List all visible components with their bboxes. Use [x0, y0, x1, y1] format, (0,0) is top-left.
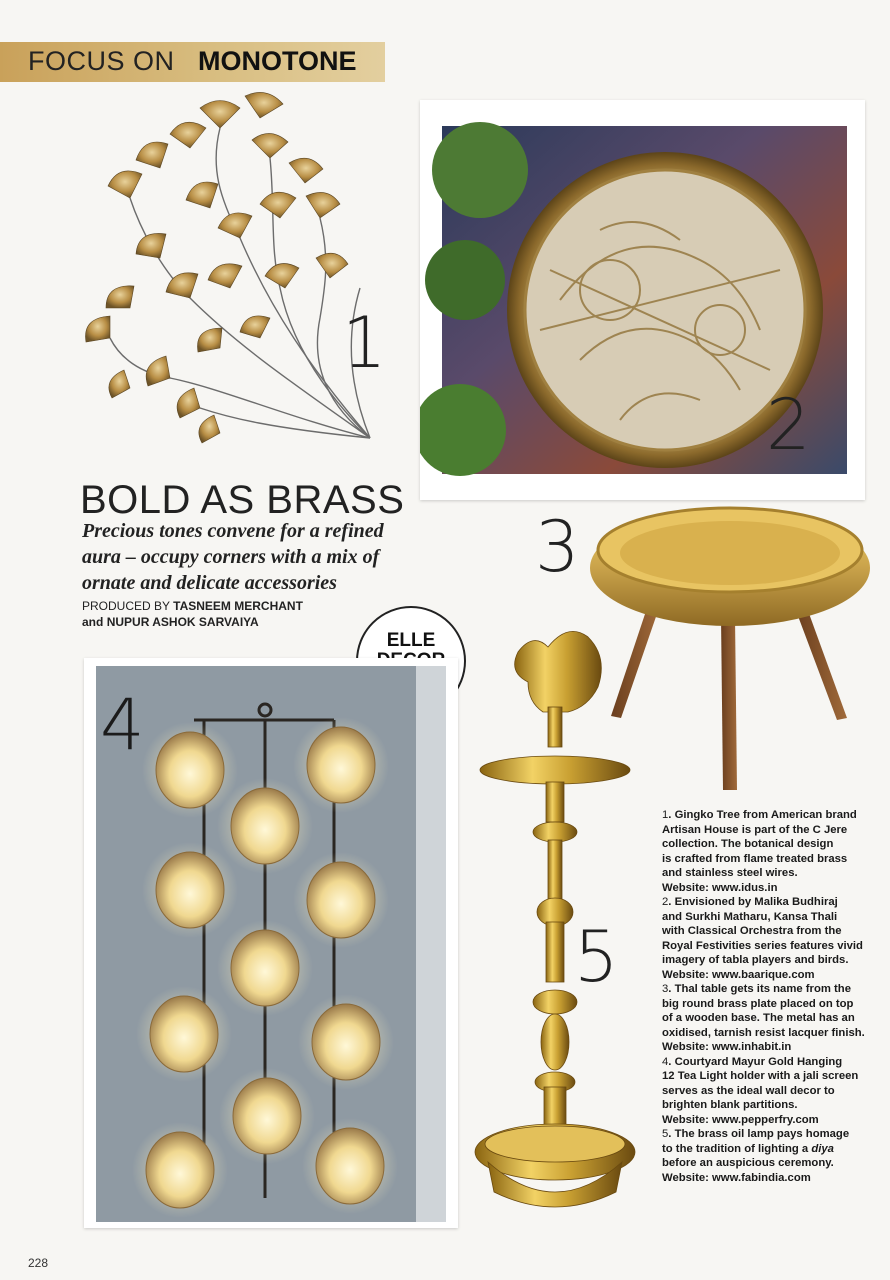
caption-5: 5. The brass oil lamp pays homage to the tradition of lighting a diya before an auspicious ceremony. Website: www.fabindia.com [662, 1128, 850, 1184]
caption-2-line-1: Envisioned by Malika Budhiraj [674, 896, 838, 908]
item-number-3: 3 [535, 506, 580, 588]
captions-column [662, 808, 867, 1185]
caption-2-number: 2 [662, 896, 669, 908]
caption-1-line-1: Gingko Tree from American brand [674, 809, 857, 821]
caption-3-number: 3 [662, 983, 669, 995]
section-title: MONOTONE [198, 46, 357, 76]
item-number-1: 1 [342, 302, 387, 384]
section-prefix: FOCUS ON [28, 46, 175, 76]
caption-3-line-3: of a wooden base. The metal has an [662, 1012, 855, 1024]
caption-4-line-4: brighten blank partitions. [662, 1099, 798, 1111]
caption-5-italic-word: diya [811, 1142, 834, 1155]
caption-1-line-2: Artisan House is part of the C Jere [662, 823, 848, 836]
caption-3-line-2: big round brass plate placed on top [662, 997, 854, 1010]
badge-line-1: ELLE [386, 630, 436, 651]
caption-4-line-1: Courtyard Mayur Gold Hanging [674, 1055, 843, 1068]
producer-2: NUPUR ASHOK SARVAIYA [106, 615, 259, 629]
caption-4-number: 4 [662, 1055, 669, 1068]
caption-2: 2. Envisioned by Malika Budhiraj and Surkhi Matharu, Kansa Thali with Classical Orchestra from the Royal Festivities series features vivid imagery of tabla players and birds. Website: www.baarique.com [662, 896, 863, 981]
caption-1-line-5: and stainless steel wires. [662, 867, 798, 879]
caption-1-number: 1 [662, 809, 669, 821]
caption-5-website[interactable]: Website: www.fabindia.com [662, 1171, 811, 1184]
caption-5-line-1: The brass oil lamp pays homage [674, 1128, 850, 1140]
headline: BOLD AS BRASS [80, 478, 405, 522]
caption-4-website[interactable]: Website: www.pepperfry.com [662, 1113, 819, 1126]
caption-1-line-4: is crafted from flame treated brass [662, 852, 848, 865]
item-number-2: 2 [766, 384, 811, 466]
caption-3-website[interactable]: Website: www.inhabit.in [662, 1041, 792, 1053]
caption-4-line-2: 12 Tea Light holder with a jali screen [662, 1070, 859, 1082]
caption-3: 3. Thal table gets its name from the big round brass plate placed on top of a wooden base. The metal has an oxidised, tarnish resist lacquer finish. Website: www.inhabit.in [662, 983, 865, 1053]
caption-3-line-1: Thal table gets its name from the [674, 983, 851, 995]
caption-2-line-3: with Classical Orchestra from the [662, 925, 842, 937]
item-number-5: 5 [574, 916, 619, 998]
caption-2-line-2: and Surkhi Matharu, Kansa Thali [662, 910, 838, 923]
caption-1: 1. Gingko Tree from American brand Artisan House is part of the C Jere collection. The botanical design is crafted from flame treated brass and stainless steel wires. Website: www.idus.in [662, 809, 857, 894]
caption-5-line-3: before an auspicious ceremony. [662, 1157, 834, 1169]
caption-3-line-4: oxidised, tarnish resist lacquer finish. [662, 1026, 865, 1039]
caption-2-line-5: imagery of tabla players and birds. [662, 954, 849, 966]
producer-1: TASNEEM MERCHANT [173, 599, 303, 613]
caption-5-number: 5 [662, 1128, 669, 1140]
credits-and: and [82, 615, 104, 629]
caption-4-line-3: serves as the ideal wall decor to [662, 1084, 835, 1097]
deck-text: Precious tones convene for a refined aura – occupy corners with a mix of ornate and delicate accessories [82, 520, 384, 594]
gingko-tree-image [70, 88, 390, 448]
item-number-4: 4 [100, 684, 145, 766]
caption-2-line-4: Royal Festivities series features vivid [662, 939, 863, 952]
caption-1-line-3: collection. The botanical design [662, 838, 834, 850]
page-number: 228 [28, 1256, 49, 1270]
caption-1-website[interactable]: Website: www.idus.in [662, 881, 778, 894]
caption-5-line-2: to the tradition of lighting a [662, 1142, 809, 1155]
caption-4: 4. Courtyard Mayur Gold Hanging 12 Tea Light holder with a jali screen serves as the ideal wall decor to brighten blank partitions. Website: www.pepperfry.com [662, 1055, 859, 1126]
caption-2-website[interactable]: Website: www.baarique.com [662, 968, 815, 981]
credits-label: PRODUCED BY [82, 599, 170, 613]
credits [82, 598, 303, 630]
brass-oil-lamp-image [468, 622, 648, 1222]
